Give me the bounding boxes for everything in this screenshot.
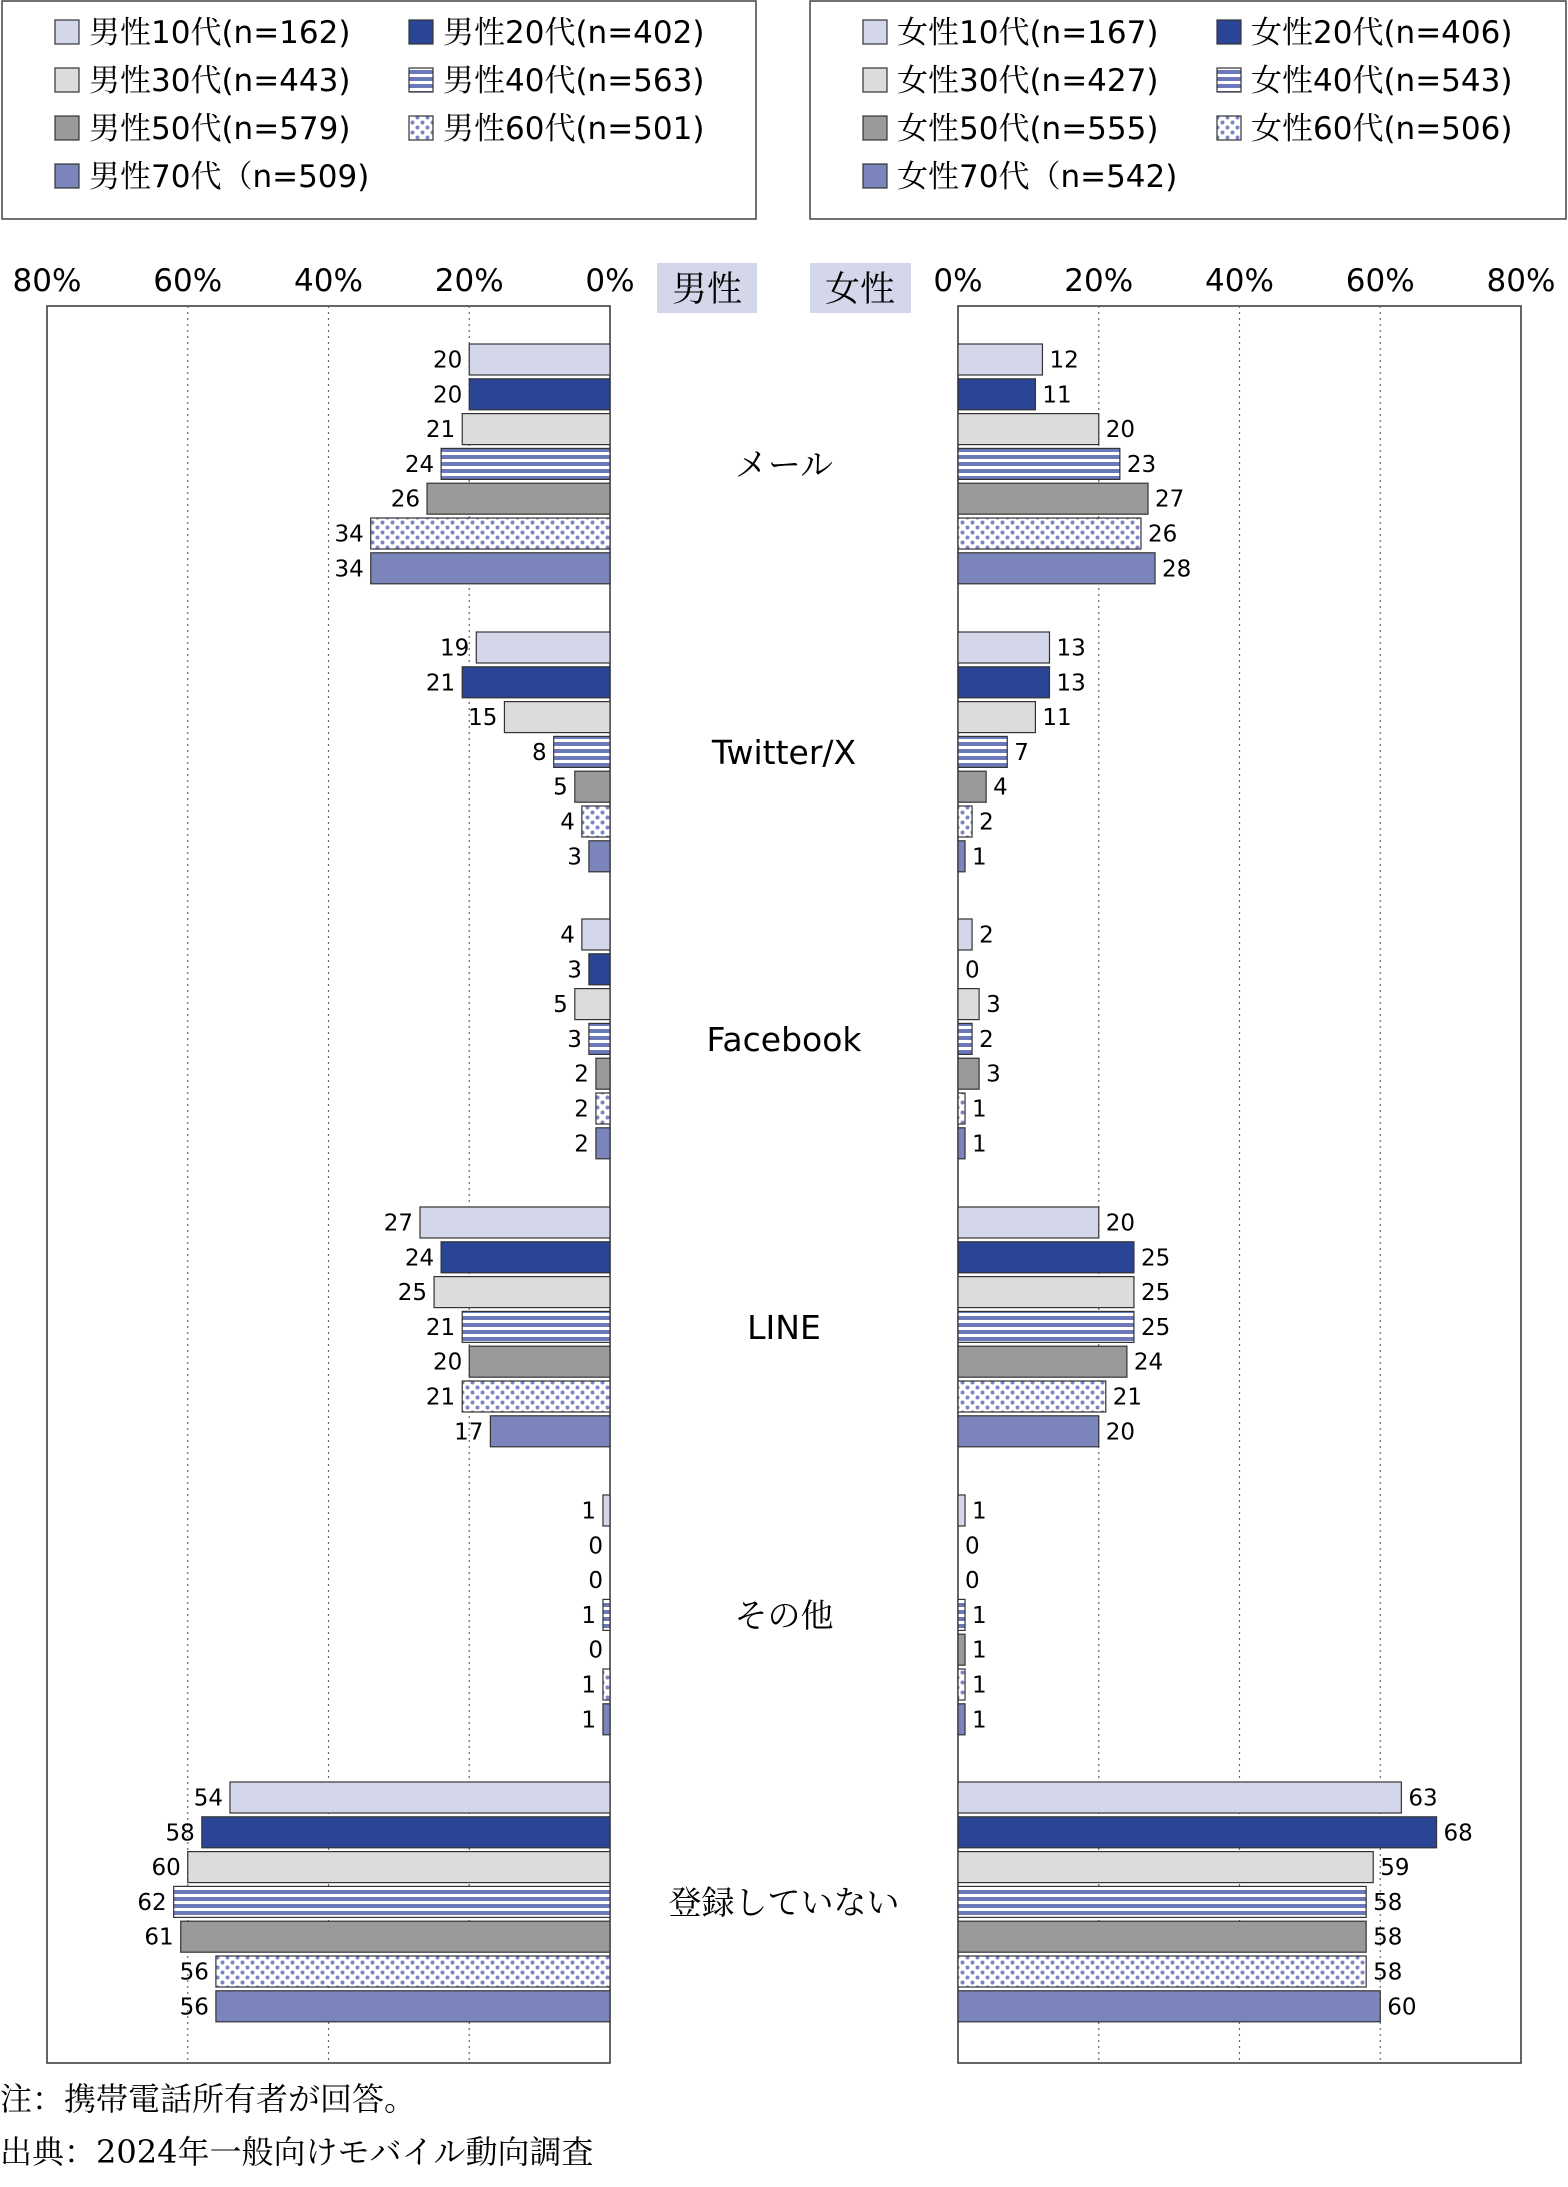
bar-right-s6-c2 xyxy=(958,1128,965,1159)
value-label-right-s4-c5: 58 xyxy=(1373,1924,1403,1951)
bar-left-s5-c2 xyxy=(596,1093,610,1124)
value-label-right-s6-c0: 28 xyxy=(1162,556,1192,583)
bar-left-s3-c2 xyxy=(589,1023,610,1054)
bar-left-s5-c4 xyxy=(603,1669,610,1700)
value-label-left-s1-c1: 21 xyxy=(425,670,456,697)
legend-label-right-3: 女性40代(n=543) xyxy=(1251,63,1513,99)
value-label-right-s4-c4: 1 xyxy=(972,1637,987,1664)
value-label-right-s6-c1: 1 xyxy=(972,844,987,871)
value-label-left-s1-c4: 0 xyxy=(588,1533,603,1560)
value-label-left-s2-c2: 5 xyxy=(553,992,568,1019)
value-label-right-s5-c5: 58 xyxy=(1373,1959,1403,1986)
bar-right-s5-c4 xyxy=(958,1669,965,1700)
value-label-right-s4-c3: 24 xyxy=(1133,1349,1164,1376)
value-label-left-s1-c0: 20 xyxy=(432,382,463,409)
source-text: 出典：2024年一般向けモバイル動向調査 xyxy=(0,2133,594,2171)
axis-tick-left-2: 40% xyxy=(294,263,363,299)
legend-swatch-left-3 xyxy=(409,68,433,92)
bar-left-s1-c0 xyxy=(469,379,610,410)
value-label-right-s4-c0: 27 xyxy=(1155,486,1185,513)
value-label-left-s4-c0: 26 xyxy=(390,486,421,513)
legend-swatch-left-4 xyxy=(55,116,79,140)
bar-right-s4-c2 xyxy=(958,1058,979,1089)
bar-left-s1-c2 xyxy=(589,954,610,985)
axis-tick-right-0: 0% xyxy=(933,263,983,299)
legend-swatch-right-0 xyxy=(863,20,887,44)
bar-right-s2-c2 xyxy=(958,989,979,1020)
bar-right-s3-c2 xyxy=(958,1023,972,1054)
legend-swatch-right-1 xyxy=(1217,20,1241,44)
value-label-right-s3-c3: 25 xyxy=(1140,1314,1171,1341)
value-label-left-s5-c3: 21 xyxy=(425,1384,456,1411)
category-label-5: 登録していない xyxy=(668,1882,900,1922)
bar-right-s5-c2 xyxy=(958,1093,965,1124)
value-label-left-s3-c3: 21 xyxy=(425,1314,456,1341)
value-label-right-s4-c2: 3 xyxy=(986,1061,1001,1088)
bar-right-s2-c3 xyxy=(958,1277,1134,1308)
bar-left-s4-c0 xyxy=(427,483,610,514)
bar-left-s3-c3 xyxy=(462,1311,610,1342)
bar-left-s0-c4 xyxy=(603,1495,610,1526)
value-label-right-s0-c0: 12 xyxy=(1049,347,1079,374)
bar-left-s6-c5 xyxy=(216,1991,610,2022)
legend-label-right-1: 女性20代(n=406) xyxy=(1251,15,1513,51)
value-label-right-s2-c4: 0 xyxy=(965,1568,980,1595)
value-label-right-s1-c1: 13 xyxy=(1056,670,1086,697)
legend xyxy=(2,1,1566,219)
value-label-left-s5-c0: 34 xyxy=(334,521,364,548)
category-label-3: LINE xyxy=(747,1307,821,1347)
bars xyxy=(174,344,1437,2022)
value-label-left-s2-c4: 0 xyxy=(588,1568,603,1595)
bar-right-s6-c0 xyxy=(958,553,1155,584)
bar-left-s2-c0 xyxy=(462,414,610,445)
bar-right-s0-c2 xyxy=(958,919,972,950)
category-label-0: メール xyxy=(734,444,834,484)
legend-swatch-right-3 xyxy=(1217,68,1241,92)
value-label-right-s6-c2: 1 xyxy=(972,1131,987,1158)
value-label-right-s6-c3: 20 xyxy=(1105,1419,1136,1446)
value-label-right-s5-c4: 1 xyxy=(972,1672,987,1699)
category-label-1: Twitter/X xyxy=(711,732,857,772)
bar-left-s3-c1 xyxy=(554,736,610,767)
bar-left-s6-c2 xyxy=(596,1128,610,1159)
bar-right-s4-c1 xyxy=(958,771,986,802)
bar-left-s1-c5 xyxy=(202,1817,610,1848)
bar-right-s1-c3 xyxy=(958,1242,1134,1273)
legend-swatch-left-6 xyxy=(55,164,79,188)
bar-right-s0-c1 xyxy=(958,632,1049,663)
value-label-left-s1-c2: 3 xyxy=(567,957,582,984)
value-label-right-s1-c3: 25 xyxy=(1140,1245,1171,1272)
axis-tick-left-0: 0% xyxy=(585,263,635,299)
value-label-right-s2-c1: 11 xyxy=(1042,705,1072,732)
value-label-right-s0-c3: 20 xyxy=(1105,1210,1136,1237)
value-label-right-s2-c5: 59 xyxy=(1380,1855,1410,1882)
legend-swatch-right-2 xyxy=(863,68,887,92)
bar-left-s2-c3 xyxy=(434,1277,610,1308)
bar-left-s0-c1 xyxy=(476,632,610,663)
bar-right-s5-c3 xyxy=(958,1381,1106,1412)
value-label-right-s1-c4: 0 xyxy=(965,1533,980,1560)
legend-label-left-0: 男性10代(n=162) xyxy=(89,15,351,51)
bar-right-s1-c5 xyxy=(958,1817,1437,1848)
bar-right-s0-c4 xyxy=(958,1495,965,1526)
bar-left-s2-c5 xyxy=(188,1852,610,1883)
bar-left-s3-c5 xyxy=(174,1886,610,1917)
legend-label-left-6: 男性70代（n=509) xyxy=(89,159,370,195)
bar-left-s0-c2 xyxy=(582,919,610,950)
bar-left-s5-c0 xyxy=(371,518,610,549)
bar-left-s0-c0 xyxy=(469,344,610,375)
value-label-right-s5-c2: 1 xyxy=(972,1096,987,1123)
category-label-4: その他 xyxy=(734,1595,834,1635)
value-label-left-s0-c1: 19 xyxy=(440,635,470,662)
value-label-right-s2-c2: 3 xyxy=(986,992,1001,1019)
value-label-left-s1-c5: 58 xyxy=(165,1820,195,1847)
bar-right-s3-c5 xyxy=(958,1886,1366,1917)
value-label-right-s5-c0: 26 xyxy=(1147,521,1178,548)
value-label-left-s5-c4: 1 xyxy=(581,1672,596,1699)
bar-right-s1-c0 xyxy=(958,379,1035,410)
bar-right-s5-c5 xyxy=(958,1956,1366,1987)
value-label-right-s6-c4: 1 xyxy=(972,1707,987,1734)
value-label-right-s3-c0: 23 xyxy=(1126,451,1157,478)
value-label-right-s3-c5: 58 xyxy=(1373,1889,1403,1916)
value-label-left-s0-c2: 4 xyxy=(560,922,575,949)
bar-right-s0-c3 xyxy=(958,1207,1099,1238)
value-label-left-s4-c3: 20 xyxy=(432,1349,463,1376)
bar-left-s6-c4 xyxy=(603,1704,610,1735)
note-text: 注：携帯電話所有者が回答。 xyxy=(0,2080,417,2118)
value-label-left-s3-c0: 24 xyxy=(404,451,435,478)
axis-tick-right-1: 20% xyxy=(1064,263,1134,299)
legend-swatch-left-1 xyxy=(409,20,433,44)
value-label-right-s2-c0: 20 xyxy=(1105,417,1136,444)
legend-label-left-3: 男性40代(n=563) xyxy=(443,63,705,99)
value-label-right-s0-c1: 13 xyxy=(1056,635,1086,662)
legend-label-right-6: 女性70代（n=542) xyxy=(897,159,1178,195)
value-label-right-s0-c4: 1 xyxy=(972,1498,987,1525)
legend-label-right-2: 女性30代(n=427) xyxy=(897,63,1159,99)
legend-swatch-right-5 xyxy=(1217,116,1241,140)
value-label-left-s6-c5: 56 xyxy=(179,1994,209,2021)
bar-left-s3-c0 xyxy=(441,448,610,479)
value-label-left-s6-c1: 3 xyxy=(567,844,582,871)
bar-right-s0-c0 xyxy=(958,344,1042,375)
bar-left-s6-c1 xyxy=(589,841,610,872)
gender-label-right: 女性 xyxy=(824,270,896,310)
bar-left-s0-c3 xyxy=(420,1207,610,1238)
axis-tick-right-4: 80% xyxy=(1486,263,1556,299)
value-label-left-s5-c2: 2 xyxy=(574,1096,589,1123)
legend-swatch-left-0 xyxy=(55,20,79,44)
bar-right-s6-c4 xyxy=(958,1704,965,1735)
value-label-right-s6-c5: 60 xyxy=(1387,1994,1417,2021)
legend-label-left-5: 男性60代(n=501) xyxy=(443,111,705,147)
value-label-left-s4-c2: 2 xyxy=(574,1061,589,1088)
value-label-right-s2-c3: 25 xyxy=(1140,1280,1171,1307)
value-label-left-s5-c5: 56 xyxy=(179,1959,209,1986)
legend-label-right-5: 女性60代(n=506) xyxy=(1251,111,1513,147)
value-label-left-s2-c3: 25 xyxy=(397,1280,428,1307)
value-label-right-s3-c2: 2 xyxy=(979,1026,994,1053)
legend-label-left-2: 男性30代(n=443) xyxy=(89,63,351,99)
value-label-left-s0-c3: 27 xyxy=(383,1210,413,1237)
value-label-left-s2-c0: 21 xyxy=(425,417,456,444)
bar-right-s6-c5 xyxy=(958,1991,1380,2022)
value-label-left-s2-c1: 15 xyxy=(468,705,498,732)
value-label-left-s5-c1: 4 xyxy=(560,809,575,836)
value-label-left-s4-c5: 61 xyxy=(144,1924,174,1951)
value-label-left-s0-c5: 54 xyxy=(193,1785,223,1812)
bar-left-s1-c1 xyxy=(462,667,610,698)
bar-left-s5-c5 xyxy=(216,1956,610,1987)
value-label-left-s4-c1: 5 xyxy=(553,774,568,801)
value-label-left-s3-c4: 1 xyxy=(581,1602,596,1629)
bar-left-s5-c3 xyxy=(462,1381,610,1412)
value-label-right-s4-c1: 4 xyxy=(993,774,1008,801)
bar-right-s4-c3 xyxy=(958,1346,1127,1377)
value-label-left-s3-c2: 3 xyxy=(567,1026,582,1053)
bar-right-s5-c1 xyxy=(958,806,972,837)
value-label-left-s6-c0: 34 xyxy=(334,556,364,583)
bar-right-s0-c5 xyxy=(958,1782,1401,1813)
value-label-left-s6-c4: 1 xyxy=(581,1707,596,1734)
legend-swatch-right-4 xyxy=(863,116,887,140)
bar-right-s2-c0 xyxy=(958,414,1099,445)
value-label-right-s0-c5: 63 xyxy=(1408,1785,1438,1812)
bar-right-s2-c1 xyxy=(958,702,1035,733)
bar-left-s4-c3 xyxy=(469,1346,610,1377)
bar-right-s3-c1 xyxy=(958,736,1007,767)
labels xyxy=(137,348,1472,2021)
bar-right-s3-c3 xyxy=(958,1311,1134,1342)
bar-right-s4-c5 xyxy=(958,1921,1366,1952)
bar-right-s5-c0 xyxy=(958,518,1141,549)
legend-swatch-left-5 xyxy=(409,116,433,140)
value-label-left-s6-c3: 17 xyxy=(454,1419,484,1446)
value-label-left-s6-c2: 2 xyxy=(574,1131,589,1158)
bar-left-s4-c5 xyxy=(181,1921,610,1952)
gender-label-left: 男性 xyxy=(671,270,743,310)
value-label-left-s0-c0: 20 xyxy=(432,347,463,374)
bar-left-s1-c3 xyxy=(441,1242,610,1273)
legend-label-left-1: 男性20代(n=402) xyxy=(443,15,705,51)
bar-right-s6-c3 xyxy=(958,1416,1099,1447)
value-label-right-s1-c0: 11 xyxy=(1042,382,1072,409)
bar-left-s3-c4 xyxy=(603,1599,610,1630)
legend-swatch-left-2 xyxy=(55,68,79,92)
axis-tick-right-3: 60% xyxy=(1345,263,1415,299)
axis-tick-left-3: 60% xyxy=(153,263,223,299)
bar-right-s1-c1 xyxy=(958,667,1049,698)
legend-swatch-right-6 xyxy=(863,164,887,188)
bar-left-s2-c1 xyxy=(504,702,610,733)
bar-right-s6-c1 xyxy=(958,841,965,872)
axis-tick-left-4: 80% xyxy=(12,263,82,299)
value-label-left-s0-c4: 1 xyxy=(581,1498,596,1525)
axis-tick-left-1: 20% xyxy=(434,263,504,299)
value-label-right-s3-c1: 7 xyxy=(1014,739,1029,766)
value-label-right-s1-c5: 68 xyxy=(1443,1820,1473,1847)
bar-right-s4-c0 xyxy=(958,483,1148,514)
value-label-right-s3-c4: 1 xyxy=(972,1602,987,1629)
value-label-left-s2-c5: 60 xyxy=(151,1855,181,1882)
bar-left-s6-c0 xyxy=(371,553,610,584)
bar-right-s2-c5 xyxy=(958,1852,1373,1883)
bar-left-s6-c3 xyxy=(490,1416,610,1447)
bar-left-s2-c2 xyxy=(575,989,610,1020)
bar-left-s5-c1 xyxy=(582,806,610,837)
value-label-right-s1-c2: 0 xyxy=(965,957,980,984)
legend-label-left-4: 男性50代(n=579) xyxy=(89,111,351,147)
value-label-right-s5-c3: 21 xyxy=(1112,1384,1143,1411)
legend-label-right-0: 女性10代(n=167) xyxy=(897,15,1159,51)
value-label-right-s0-c2: 2 xyxy=(979,922,994,949)
category-label-2: Facebook xyxy=(706,1019,862,1059)
bar-left-s4-c2 xyxy=(596,1058,610,1089)
bar-left-s0-c5 xyxy=(230,1782,610,1813)
axis-tick-right-2: 40% xyxy=(1205,263,1274,299)
legend-label-right-4: 女性50代(n=555) xyxy=(897,111,1159,147)
value-label-right-s5-c1: 2 xyxy=(979,809,994,836)
value-label-left-s3-c5: 62 xyxy=(137,1889,167,1916)
value-label-left-s3-c1: 8 xyxy=(532,739,547,766)
bar-right-s3-c0 xyxy=(958,448,1120,479)
value-label-left-s4-c4: 0 xyxy=(588,1637,603,1664)
bar-left-s4-c1 xyxy=(575,771,610,802)
bar-right-s3-c4 xyxy=(958,1599,965,1630)
value-label-left-s1-c3: 24 xyxy=(404,1245,435,1272)
bar-right-s4-c4 xyxy=(958,1634,965,1665)
